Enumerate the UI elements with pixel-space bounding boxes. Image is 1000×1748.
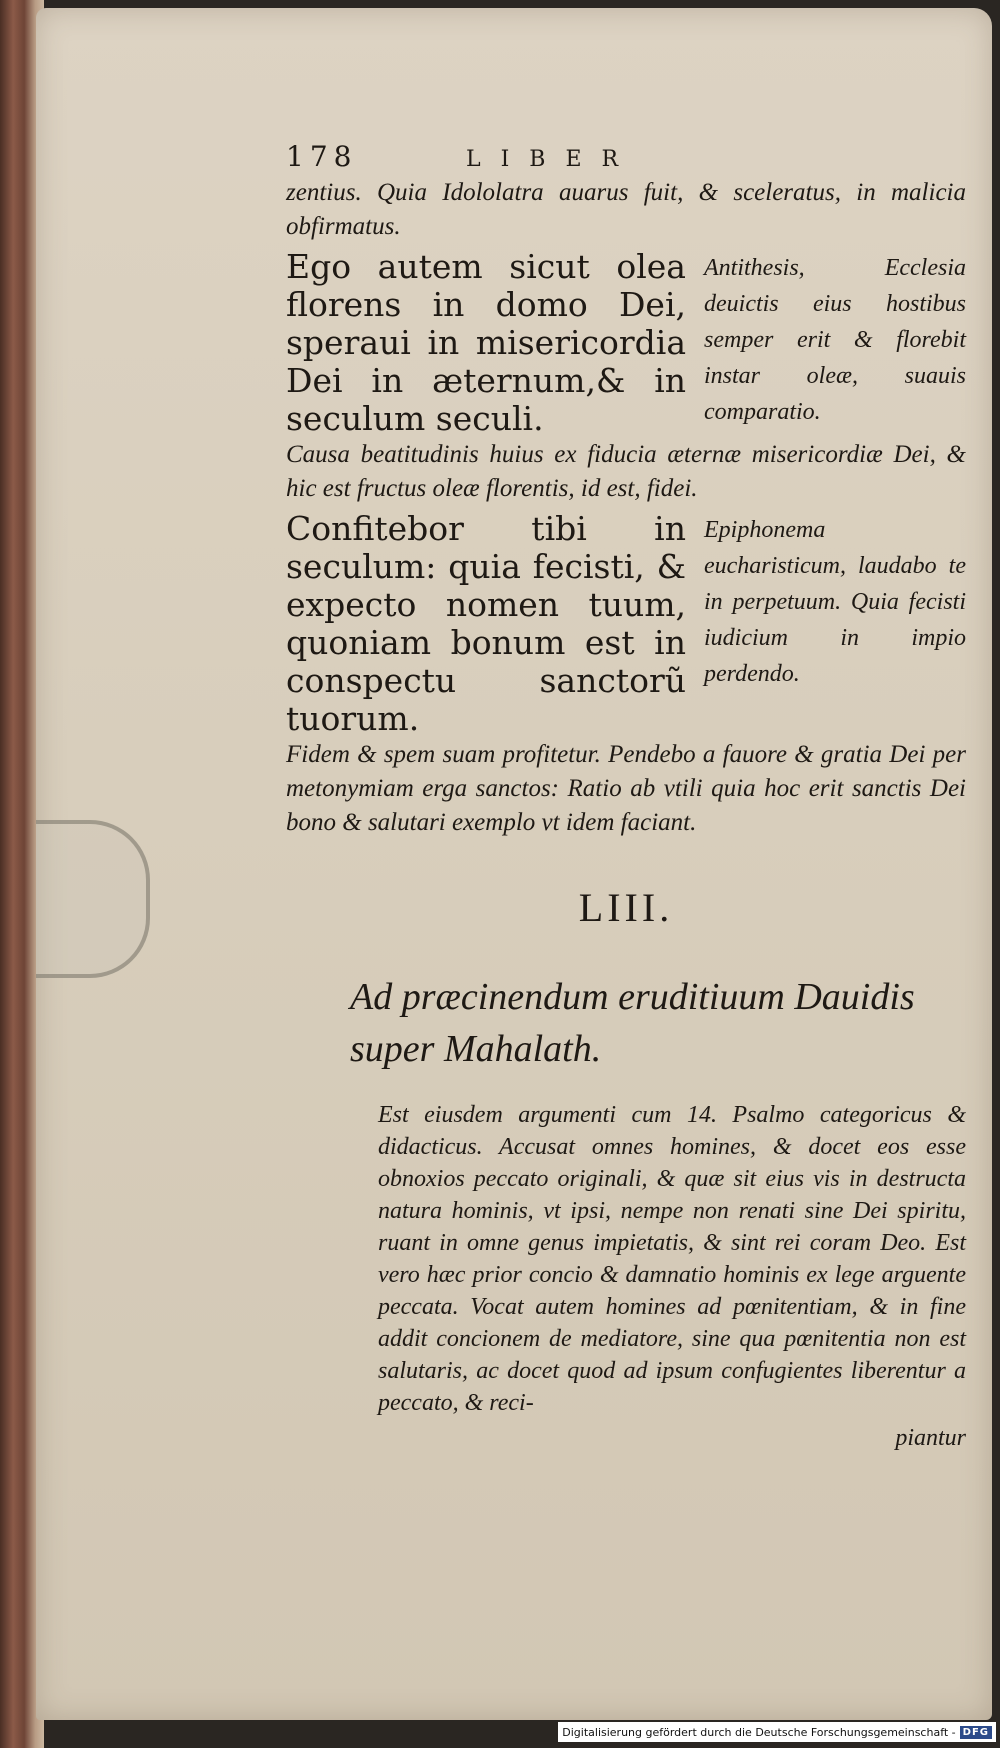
catchword: piantur — [895, 1425, 966, 1451]
dfg-logo-icon: DFG — [960, 1726, 992, 1739]
psalm-title: Ad præcinendum eruditiuum Dauidis super Mahalath. — [350, 976, 915, 1070]
psalm-argument: Est eiusdem argumenti cum 14. Psalmo categoricus & didacticus. Accusat omnes homines, & docet eos esse obnoxios peccato originali, & quæ sit eius vis in destructa natura hominis, vt ipsi, nempe non renati sine Dei spiritu, ruant in omne genus impietatis, & sint rei coram Deo. Est vero hæc prior concio & damnatio hominis ex lege arguente peccata. Vocat autem homines ad pœnitentiam, & in fine addit concionem de mediatore, sine qua pœnitentia non est salutaris, ac docet quod ad ipsum confugientes liberentur a peccato, & reci- — [378, 1102, 966, 1416]
page-number: 178 — [286, 140, 358, 173]
verse-block-8 — [286, 248, 966, 438]
continuation-note: zentius. Quia Idololatra auarus fuit, & sceleratus, in malicia obfirmatus. — [286, 179, 966, 240]
psalm-number: LIII. — [578, 885, 674, 930]
page-text — [286, 140, 966, 1452]
page-clip — [36, 820, 150, 978]
marginal-gloss: Antithesis, Ecclesia deuictis eius hostibus semper erit & florebit instar oleæ, suauis comparatio. — [704, 255, 966, 425]
verse-text: Ego autem sicut olea florens in domo Dei, speraui in misericordia Dei in æternum,& in seculum seculi. — [286, 247, 686, 438]
running-head — [286, 140, 966, 176]
credit-text: Digitalisierung gefördert durch die Deutsche Forschungsgemeinschaft - — [562, 1725, 956, 1739]
verse-block-9 — [286, 510, 966, 738]
marginal-gloss: Epiphonema eucharisticum, laudabo te in perpetuum. Quia fecisti iudicium in impio perdendo. — [704, 517, 966, 687]
running-title: LIBER — [466, 147, 639, 172]
verse-text: Confitebor tibi in seculum: quia fecisti, & expecto nomen tuum, quoniam bonum est in conspectu sanctorũ tuorum. — [286, 509, 686, 738]
verse-note: Fidem & spem suam profitetur. Pendebo a fauore & gratia Dei per metonymiam erga sanctos: Ratio ab vtili quia hoc erit sanctis Dei bono & salutari exemplo vt idem faciant. — [286, 741, 966, 836]
digitization-credit — [558, 1722, 996, 1742]
verse-note: Causa beatitudinis huius ex fiducia æternæ misericordiæ Dei, & hic est fructus oleæ florentis, id est, fidei. — [286, 441, 966, 502]
